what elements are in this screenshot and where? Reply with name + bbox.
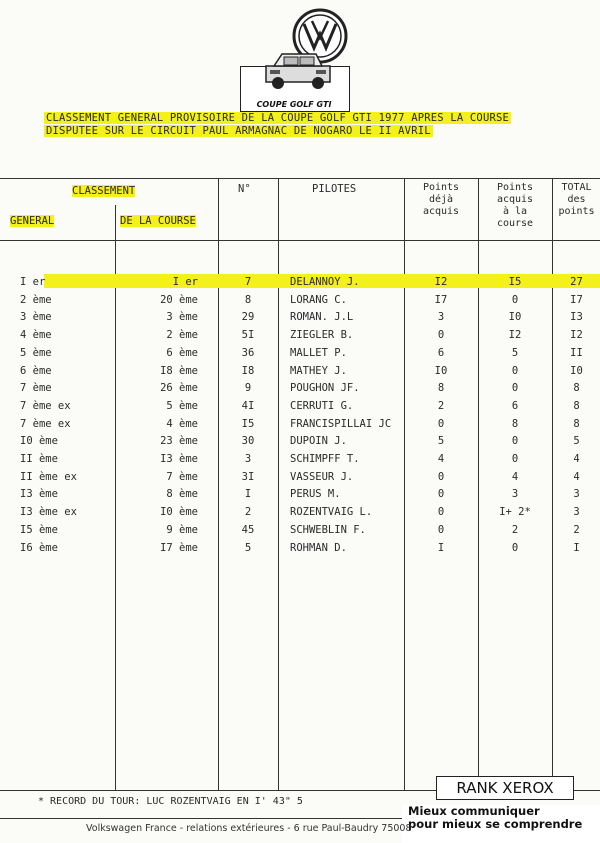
cell-general: 2 ème [20, 293, 52, 306]
header-total-line-3: points [558, 206, 595, 217]
col-divider-3 [278, 178, 279, 790]
header-points-course-line-1: Points [496, 182, 534, 193]
cell-course: 20 ème [160, 293, 198, 306]
header-points-deja-line-3: acquis [422, 206, 460, 217]
cell-acquis: 0 [511, 453, 519, 465]
xerox-tagline [402, 805, 600, 843]
lap-record: * RECORD DU TOUR: LUC ROZENTVAIG EN I' 43" 5 [38, 796, 303, 807]
header-general: GENERAL [10, 215, 55, 227]
cell-acquis: I2 [508, 329, 522, 342]
cell-num: I8 [241, 364, 255, 377]
cell-deja: 0 [437, 523, 445, 536]
header-points-acquis-course [479, 182, 551, 230]
cell-acquis: 5 [511, 346, 519, 359]
header-total-line-1: TOTAL [561, 182, 592, 193]
header-total-line-2: des [567, 194, 586, 205]
cell-acquis: 0 [511, 382, 519, 395]
cell-pilote: ROMAN. J.L [290, 311, 354, 324]
heading-line-1: CLASSEMENT GENERAL PROVISOIRE DE LA COUPE GOLF GTI 1977 APRES LA COURSE [46, 112, 510, 124]
cell-course: I8 ème [160, 364, 198, 377]
table-header-border [0, 240, 600, 241]
cell-course: 7 ème [166, 470, 198, 483]
cell-acquis: 0 [511, 541, 519, 554]
cell-pilote: ROHMAN D. [290, 541, 347, 554]
header-points-course-line-4: course [496, 218, 534, 229]
cell-acquis: I+ 2* [499, 506, 531, 519]
rank-xerox-logo: RANK XEROX [436, 776, 574, 800]
coupe-golf-gti-logo [240, 8, 352, 112]
cell-deja: 2 [437, 399, 445, 412]
cell-course: 5 ème [166, 399, 198, 412]
cell-pilote: LORANG C. [290, 293, 347, 306]
cell-num: 4I [241, 399, 255, 412]
cell-pilote: ZIEGLER B. [290, 329, 354, 342]
cell-acquis: 6 [511, 399, 519, 412]
table-top-border [0, 178, 600, 179]
cell-general: 7 ème ex [20, 417, 71, 430]
cell-course: I0 ème [160, 506, 198, 519]
cell-acquis: 8 [511, 417, 519, 430]
cell-total: I [573, 541, 580, 554]
header-de-la-course: DE LA COURSE [120, 215, 196, 227]
cell-deja: 8 [437, 382, 445, 395]
cell-general: I er [20, 276, 46, 288]
cell-general: I3 ème ex [20, 506, 77, 519]
cell-num: 2 [244, 506, 252, 519]
cell-course: 4 ème [166, 417, 198, 430]
cell-pilote: PERUS M. [290, 488, 341, 501]
cell-num: 36 [241, 346, 255, 359]
cell-num: 30 [241, 435, 255, 448]
cell-acquis: 0 [511, 293, 519, 306]
cell-total: I0 [570, 364, 583, 377]
cell-pilote: VASSEUR J. [290, 470, 354, 483]
cell-general: II ème ex [20, 470, 77, 483]
header-numero: N° [238, 183, 251, 195]
cell-acquis: 2 [511, 523, 519, 536]
cell-total: 8 [573, 382, 580, 395]
cell-total: 4 [573, 470, 580, 483]
cell-general: I0 ème [20, 435, 58, 448]
cell-deja: I [437, 541, 445, 554]
cell-course: 2 ème [166, 329, 198, 342]
cell-num: 7 [244, 276, 252, 288]
cell-pilote: ROZENTVAIG L. [290, 506, 373, 519]
cell-pilote: SCHWEBLIN F. [290, 523, 366, 536]
cell-total: 27 [570, 276, 583, 288]
cell-num: 5I [241, 329, 255, 342]
cell-num: I5 [241, 417, 255, 430]
logo-text: COUPE GOLF GTI [256, 100, 332, 109]
cell-general: 7 ème [20, 382, 52, 395]
header-pilotes: PILOTES [312, 183, 357, 195]
cell-acquis: I0 [508, 311, 522, 324]
cell-total: 8 [573, 399, 580, 412]
cell-acquis: 3 [511, 488, 519, 501]
cell-deja: 0 [437, 506, 445, 519]
cell-deja: I7 [434, 293, 448, 306]
cell-deja: 0 [437, 417, 445, 430]
cell-acquis: I5 [508, 276, 522, 288]
cell-total: 8 [573, 417, 580, 430]
cell-num: 8 [244, 293, 252, 306]
cell-pilote: DELANNOY J. [290, 276, 360, 288]
cell-general: I3 ème [20, 488, 58, 501]
cell-num: I [244, 488, 252, 501]
cell-course: 26 ème [160, 382, 198, 395]
cell-deja: I0 [434, 364, 448, 377]
cell-course: 23 ème [160, 435, 198, 448]
cell-deja: 4 [437, 453, 445, 465]
cell-pilote: SCHIMPFF T. [290, 453, 360, 465]
cell-total: I3 [570, 311, 583, 324]
cell-general: 6 ème [20, 364, 52, 377]
cell-pilote: POUGHON JF. [290, 382, 360, 395]
cell-course: I7 ème [160, 541, 198, 554]
cell-num: 45 [241, 523, 255, 536]
cell-general: I6 ème [20, 541, 58, 554]
cell-pilote: FRANCISPILLAI JC [290, 417, 392, 430]
cell-deja: 0 [437, 488, 445, 501]
golf-car-icon [260, 48, 336, 92]
cell-general: I5 ème [20, 523, 58, 536]
cell-num: 3 [244, 453, 252, 465]
cell-pilote: MATHEY J. [290, 364, 347, 377]
cell-total: 4 [573, 453, 580, 465]
cell-deja: 0 [437, 329, 445, 342]
cell-deja: 3 [437, 311, 445, 324]
cell-num: 5 [244, 541, 252, 554]
cell-course: 8 ème [166, 488, 198, 501]
header-points-course-line-3: à la [502, 206, 528, 217]
cell-course: 9 ème [166, 523, 198, 536]
tagline-line-2: pour mieux se comprendre [408, 817, 583, 831]
cell-course: I3 ème [160, 453, 198, 465]
col-divider-6 [552, 178, 553, 790]
cell-deja: 0 [437, 470, 445, 483]
cell-general: II ème [20, 453, 58, 465]
cell-general: 4 ème [20, 329, 52, 342]
header-points-course-line-2: acquis [496, 194, 534, 205]
cell-total: 3 [573, 506, 580, 519]
header-total-des-points [553, 182, 600, 218]
cell-total: 5 [573, 435, 580, 448]
header-classement: CLASSEMENT [72, 185, 136, 197]
cell-num: 9 [244, 382, 252, 395]
cell-total: 3 [573, 488, 580, 501]
cell-deja: I2 [434, 276, 448, 288]
cell-course: 3 ème [166, 311, 198, 324]
col-divider-5 [478, 178, 479, 790]
tagline-line-1: Mieux communiquer [408, 804, 540, 818]
col-divider-4 [404, 178, 405, 790]
col-divider-2 [218, 178, 219, 790]
header-points-deja-line-2: déjà [428, 194, 454, 205]
cell-pilote: CERRUTI G. [290, 399, 354, 412]
cell-deja: 6 [437, 346, 445, 359]
cell-pilote: DUPOIN J. [290, 435, 347, 448]
publisher-address: Volkswagen France - relations extérieures - 6 rue Paul-Baudry 75008 [86, 823, 412, 834]
cell-num: 29 [241, 311, 255, 324]
cell-acquis: 0 [511, 364, 519, 377]
cell-total: I7 [570, 293, 583, 306]
cell-total: 2 [573, 523, 580, 536]
cell-course: 6 ème [166, 346, 198, 359]
cell-acquis: 0 [511, 435, 519, 448]
cell-general: 7 ème ex [20, 399, 71, 412]
cell-total: II [570, 346, 583, 359]
cell-general: 3 ème [20, 311, 52, 324]
cell-course: I er [172, 276, 198, 288]
cell-pilote: MALLET P. [290, 346, 347, 359]
document-heading [44, 112, 511, 138]
col-divider-1 [115, 205, 116, 790]
header-points-deja-acquis [405, 182, 477, 218]
cell-acquis: 4 [511, 470, 519, 483]
header-points-deja-line-1: Points [422, 182, 460, 193]
cell-num: 3I [241, 470, 255, 483]
cell-general: 5 ème [20, 346, 52, 359]
cell-total: I2 [570, 329, 583, 342]
cell-deja: 5 [437, 435, 445, 448]
heading-line-2: DISPUTEE SUR LE CIRCUIT PAUL ARMAGNAC DE NOGARO LE II AVRIL [46, 125, 431, 137]
